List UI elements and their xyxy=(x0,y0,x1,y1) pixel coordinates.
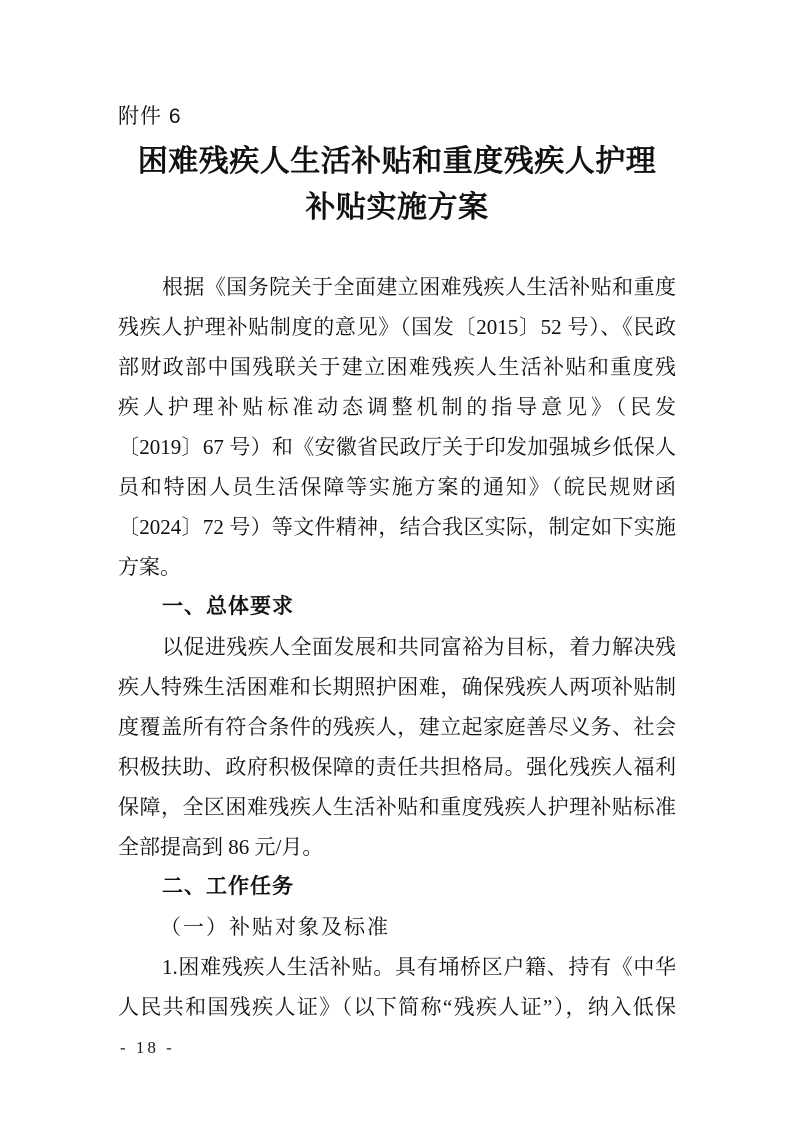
overall-requirements-paragraph xyxy=(118,627,676,867)
text-line: 方案。 xyxy=(118,555,181,579)
document-title xyxy=(118,139,676,231)
attachment-label: 附件 6 xyxy=(118,105,182,128)
text-line: 〔2024〕72 号）等文件精神，结合我区实际，制定如下实施 xyxy=(118,515,676,539)
text-line: 人民共和国残疾人证》（以下简称“残疾人证”），纳入低保 xyxy=(118,995,676,1019)
section-heading-work-tasks: 二、工作任务 xyxy=(162,875,294,898)
text-line: 以促进残疾人全面发展和共同富裕为目标，着力解决残 xyxy=(162,635,676,659)
text-line: 积极扶助、政府积极保障的责任共担格局。强化残疾人福利 xyxy=(118,755,676,779)
text-line: 疾人特殊生活困难和长期照护困难，确保残疾人两项补贴制 xyxy=(118,675,676,699)
text-line: 疾人护理补贴标准动态调整机制的指导意见》（民发 xyxy=(118,395,676,419)
text-line: 保障，全区困难残疾人生活补贴和重度残疾人护理补贴标准 xyxy=(118,795,676,819)
text-line: 部财政部中国残联关于建立困难残疾人生活补贴和重度残 xyxy=(118,355,676,379)
text-line: 〔2019〕67 号）和《安徽省民政厅关于印发加强城乡低保人 xyxy=(118,435,676,459)
subsection-heading-subsidy-targets: （一）补贴对象及标准 xyxy=(160,915,390,939)
page-number: - 18 - xyxy=(120,1038,175,1057)
section-heading-general-requirements: 一、总体要求 xyxy=(162,595,294,618)
text-line: 全部提高到 86 元/月。 xyxy=(118,835,324,859)
intro-paragraph xyxy=(118,267,676,587)
document-title-line-1: 困难残疾人生活补贴和重度残疾人护理 xyxy=(137,145,657,178)
document-body xyxy=(118,267,676,1027)
document-content xyxy=(118,103,676,1027)
item1-paragraph xyxy=(118,947,676,1027)
text-line: 度覆盖所有符合条件的残疾人，建立起家庭善尽义务、社会 xyxy=(118,715,676,739)
document-title-line-2: 补贴实施方案 xyxy=(305,191,489,224)
text-line: 残疾人护理补贴制度的意见》（国发〔2015〕52 号）、《民政 xyxy=(118,315,676,339)
text-line: 员和特困人员生活保障等实施方案的通知》（皖民规财函 xyxy=(118,475,676,499)
text-line: 根据《国务院关于全面建立困难残疾人生活补贴和重度 xyxy=(162,275,676,299)
text-line: 1.困难残疾人生活补贴。具有埇桥区户籍、持有《中华 xyxy=(162,955,676,979)
